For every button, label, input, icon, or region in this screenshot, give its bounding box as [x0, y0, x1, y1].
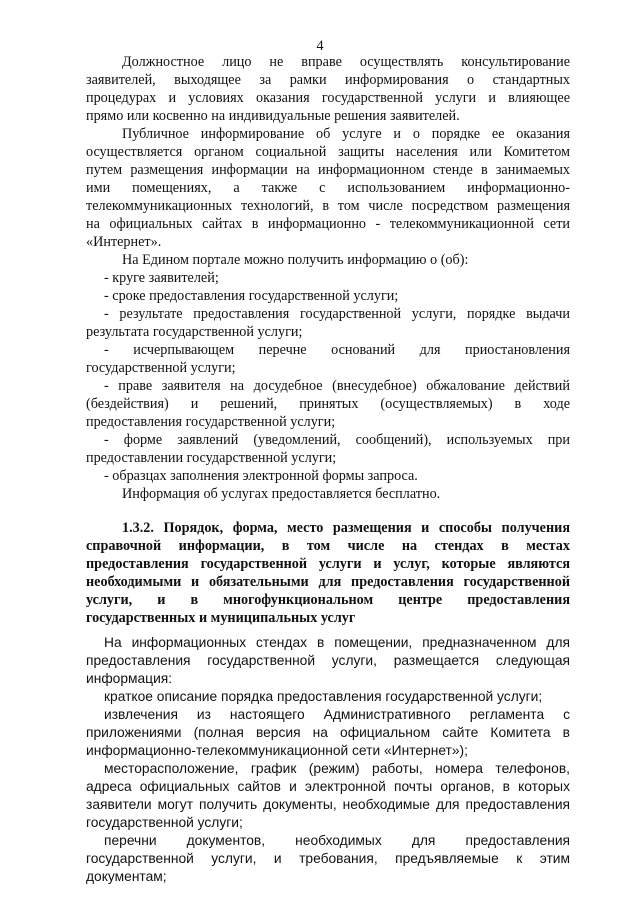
text-line: предоставления государственной услуги;: [86, 414, 336, 430]
text-line: заявители могут получить документы, необходимые для предоставления: [86, 797, 570, 812]
text-line: извлечения из настоящего Административного регламента с: [104, 707, 570, 722]
text-line: адреса официальных сайтов и электронной почты органов, в которых: [86, 779, 570, 794]
page-number: 4: [316, 38, 324, 54]
text-line: - исчерпывающем перечне оснований для приостановления: [104, 342, 570, 358]
text-line: - праве заявителя на досудебное (внесудебное) обжалование действий: [104, 378, 570, 394]
heading-line: предоставления государственной услуги и услуг, которые являются: [86, 556, 570, 572]
text-line: ими помещениях, а также с использованием информационно-: [86, 180, 570, 196]
text-line: - образцах заполнения электронной формы запроса.: [104, 468, 418, 484]
text-line: - сроке предоставления государственной услуги;: [104, 288, 399, 304]
text-line: предоставления государственной услуги, размещается следующая: [86, 653, 570, 668]
text-line: Информация об услугах предоставляется бесплатно.: [122, 486, 441, 502]
text-line: краткое описание порядка предоставления государственной услуги;: [104, 689, 543, 704]
heading-line: справочной информации, в том числе на стендах в местах: [86, 538, 570, 554]
text-line: Должностное лицо не вправе осуществлять консультирование: [122, 54, 570, 70]
text-line: заявителей, выходящее за рамки информирования о стандартных: [86, 72, 570, 88]
text-line: - форме заявлений (уведомлений, сообщений), используемых при: [104, 432, 570, 448]
text-line: (бездействия) и решений, принятых (осуществляемых) в ходе: [86, 396, 570, 412]
text-line: государственной услуги;: [86, 360, 236, 376]
text-line: месторасположение, график (режим) работы, номера телефонов,: [104, 761, 570, 776]
text-line: информация:: [86, 671, 173, 686]
heading-line: услуги, и в многофункциональном центре предоставления: [86, 592, 570, 608]
text-line: на официальных сайтах в информационно - телекоммуникационной сети: [86, 216, 570, 232]
text-line: предоставлении государственной услуги;: [86, 450, 337, 466]
text-line: документам;: [86, 869, 167, 884]
text-line: «Интернет».: [86, 234, 162, 250]
text-line: - результате предоставления государственной услуги, порядке выдачи: [104, 306, 570, 322]
text-line: перечни документов, необходимых для предоставления: [104, 833, 570, 848]
text-line: - круге заявителей;: [104, 270, 219, 286]
text-line: На информационных стендах в помещении, предназначенном для: [104, 635, 570, 650]
heading-line: государственных и муниципальных услуг: [86, 610, 356, 626]
text-line: государственной услуги;: [86, 815, 243, 830]
text-line: прямо или косвенно на индивидуальные решения заявителей.: [86, 108, 460, 124]
text-line: результата государственной услуги;: [86, 324, 303, 340]
text-line: телекоммуникационных технологий, в том числе посредством размещения: [86, 198, 570, 214]
text-line: информационно-телекоммуникационной сети «Интернет»);: [86, 743, 468, 758]
text-line: На Едином портале можно получить информацию о (об):: [122, 252, 469, 268]
heading-line: 1.3.2. Порядок, форма, место размещения и способы получения: [122, 520, 570, 536]
heading-line: необходимыми и обязательными для предоставления государственной: [86, 574, 570, 590]
text-line: процедурах и условиях оказания государственной услуги и влияющее: [86, 90, 570, 106]
text-line: путем размещения информации на информационном стенде в занимаемых: [86, 162, 570, 178]
text-line: Публичное информирование об услуге и о порядке ее оказания: [122, 126, 570, 142]
text-line: государственной услуги, и требования, предъявляемые к этим: [86, 851, 570, 866]
text-line: осуществляется органом социальной защиты населения или Комитетом: [86, 144, 570, 160]
text-line: приложениями (полная версия на официальном сайте Комитета в: [86, 725, 570, 740]
